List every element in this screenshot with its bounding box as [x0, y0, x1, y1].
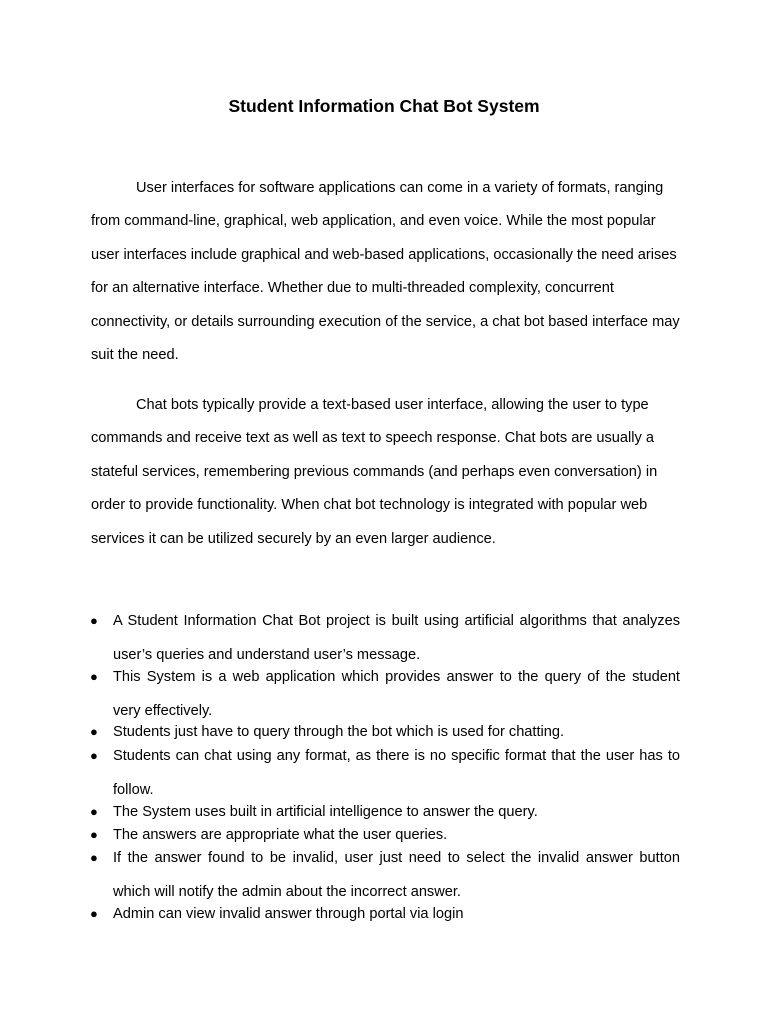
bullet-icon: ● [90, 827, 98, 842]
bullet-icon: ● [90, 850, 98, 865]
list-item-text: A Student Information Chat Bot project is built using artificial algorithms that analyzes user’s queries and understand user’s message. [113, 613, 680, 663]
bullet-icon: ● [90, 613, 98, 628]
list-item [90, 848, 680, 909]
list-item [90, 746, 680, 807]
list-item-text: Admin can view invalid answer through portal via login [113, 906, 464, 922]
list-item-text: The answers are appropriate what the user queries. [113, 827, 448, 843]
document-title: Student Information Chat Bot System [228, 96, 540, 116]
bullet-icon: ● [90, 804, 98, 819]
list-item-text: Students just have to query through the bot which is used for chatting. [113, 724, 565, 740]
bullet-icon: ● [90, 748, 98, 763]
list-item [90, 667, 680, 728]
list-item-text: The System uses built in artificial intelligence to answer the query. [113, 804, 538, 820]
list-item [90, 904, 680, 924]
list-item [90, 802, 680, 822]
paragraph-chat-bots: Chat bots typically provide a text-based user interface, allowing the user to type commands and receive text as well as text to speech response. Chat bots are usually a stateful services, remembering previous commands (and perhaps even conversation) in order to provide functionality. When chat bot technology is integrated with popular web services it can be utilized securely by an even larger audience. [91, 397, 658, 547]
list-item-text: Students can chat using any format, as there is no specific format that the user has to follow. [113, 748, 680, 798]
list-item-text: If the answer found to be invalid, user just need to select the invalid answer button which will notify the admin about the incorrect answer. [113, 850, 680, 900]
list-item-text: This System is a web application which provides answer to the query of the student very effectively. [113, 669, 680, 719]
bullet-icon: ● [90, 724, 98, 739]
paragraph-intro: User interfaces for software applications can come in a variety of formats, ranging from command-line, graphical, web application, and even voice. While the most popular user interfaces include graphical and web-based applications, occasionally the need arises for an alternative interface. Whether due to multi-threaded complexity, concurrent connectivity, or details surrounding execution of the service, a chat bot based interface may suit the need. [91, 180, 680, 364]
bullet-icon: ● [90, 669, 98, 684]
bullet-icon: ● [90, 906, 98, 921]
